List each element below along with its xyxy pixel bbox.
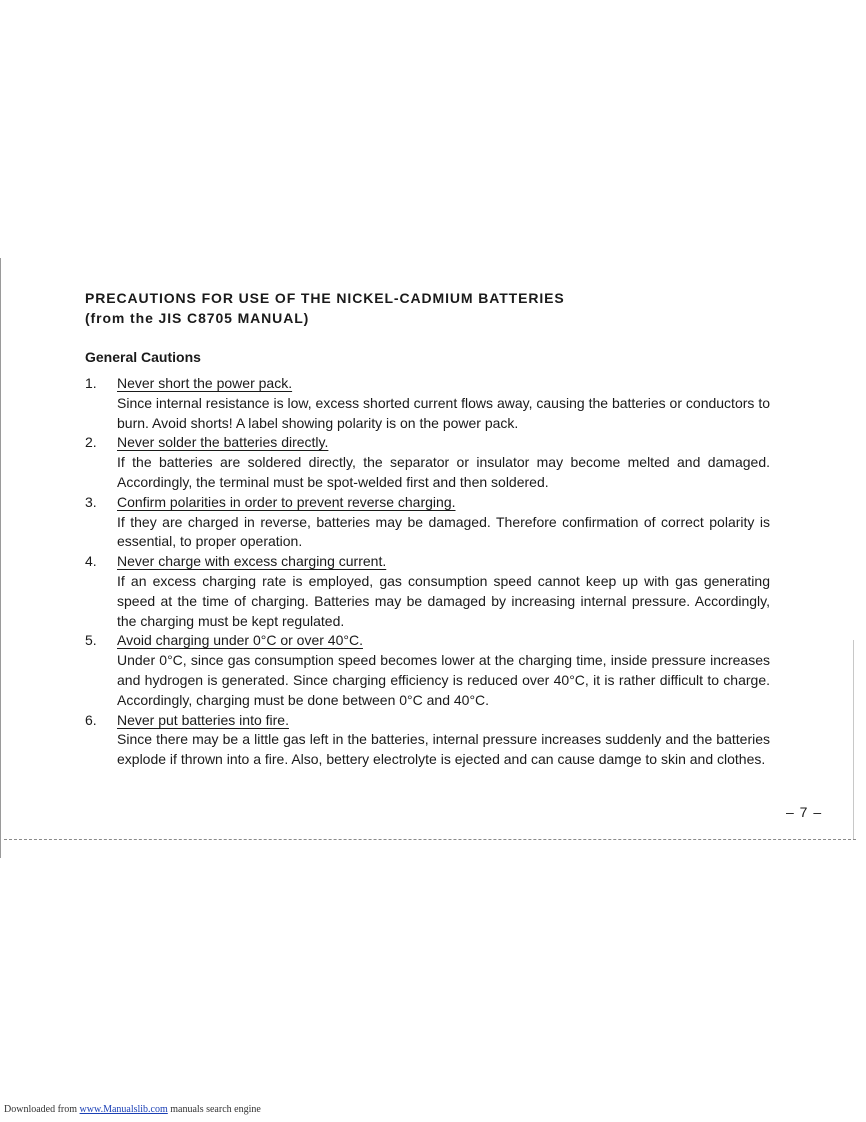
caution-title: Avoid charging under 0°C or over 40°C. [117, 632, 363, 649]
caution-title: Confirm polarities in order to prevent reverse charging. [117, 493, 456, 510]
caution-title: Never charge with excess charging current. [117, 553, 387, 570]
page-bottom-rule [4, 839, 856, 840]
footer-prefix: Downloaded from [4, 1104, 78, 1115]
caution-item [85, 711, 770, 770]
heading-subtitle: (from the JIS C8705 MANUAL) [85, 310, 310, 326]
caution-body: Since there may be a little gas left in the batteries, internal pressure increases suddenly and the batteries explode if thrown into a fire. Also, bettery electrolyte is ejected and can cause damge to skin and clothes. [117, 731, 770, 768]
manualslib-link[interactable]: www.Manualslib.com [79, 1104, 168, 1115]
caution-number: 4. [85, 553, 97, 570]
caution-item [85, 552, 770, 631]
caution-item [85, 433, 770, 492]
cautions-list [85, 374, 770, 770]
heading-title: PRECAUTIONS FOR USE OF THE NICKEL-CADMIUM BATTERIES [85, 290, 565, 306]
caution-body: Since internal resistance is low, excess shorted current flows away, causing the batteries or conductors to burn. Avoid shorts! A label showing polarity is on the power pack. [117, 394, 770, 431]
scan-edge-left [0, 258, 1, 858]
document-heading [85, 288, 565, 328]
download-footer [4, 1104, 261, 1115]
caution-number: 1. [85, 375, 97, 391]
caution-item [85, 631, 770, 710]
caution-item [85, 493, 770, 552]
caution-title: Never put batteries into fire. [117, 711, 289, 728]
page-number: – 7 – [786, 804, 823, 820]
caution-number: 3. [85, 493, 97, 510]
caution-body: If the batteries are soldered directly, the separator or insulator may become melted and damaged. Accordingly, the terminal must be spot-welded first and then soldered. [117, 454, 770, 490]
caution-number: 5. [85, 632, 97, 649]
caution-item [85, 374, 770, 433]
caution-number: 6. [85, 711, 97, 728]
section-title: General Cautions [85, 349, 201, 365]
caution-body: Under 0°C, since gas consumption speed becomes lower at the charging time, inside pressure increases and hydrogen is generated. Since charging efficiency is reduced over 40°C, it is rather difficult to charge. Accordingly, charging must be done between 0°C and 40°C. [117, 652, 770, 708]
caution-body: If they are charged in reverse, batteries may be damaged. Therefore confirmation of correct polarity is essential, to proper operation. [117, 513, 770, 550]
caution-number: 2. [85, 434, 97, 451]
caution-body: If an excess charging rate is employed, gas consumption speed cannot keep up with gas generating speed at the time of charging. Batteries may be damaged by increasing internal pressure. Accordingly, the charging must be kept regulated. [117, 572, 770, 629]
caution-title: Never solder the batteries directly. [117, 434, 329, 451]
footer-suffix: manuals search engine [170, 1104, 261, 1115]
scan-edge-right [853, 640, 854, 840]
caution-title: Never short the power pack. [117, 375, 293, 391]
